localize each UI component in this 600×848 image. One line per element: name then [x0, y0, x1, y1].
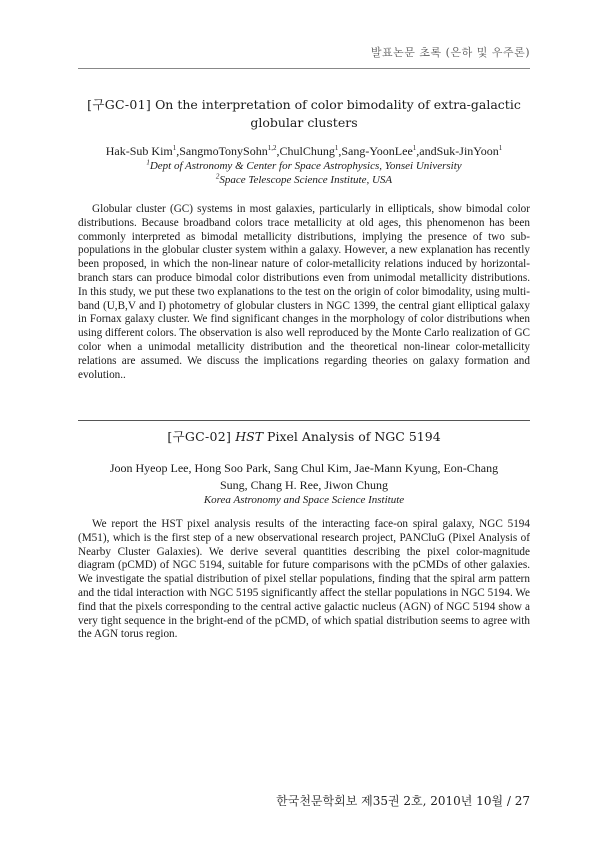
paper2-authors-line1: Joon Hyeop Lee, Hong Soo Park, Sang Chul Kim, Jae-Mann Kyung, Eon-Chang [109, 461, 499, 475]
page-footer: 한국천문학회보 제35권 2호, 2010년 10월 / 27 [276, 794, 530, 808]
author-sup: 1 [334, 144, 339, 152]
paper2-title [78, 428, 530, 446]
paper1-author: SangmoTonySohn [179, 144, 268, 158]
affil-sup: 1 [146, 158, 150, 167]
running-header: 발표논문 초록 (은하 및 우주론) [370, 46, 530, 59]
paper1-author: Sang-YoonLee [341, 144, 413, 158]
paper2-authors [78, 460, 530, 494]
affil-sup: 2 [215, 172, 220, 181]
paper2-affiliation: Korea Astronomy and Space Science Institute [203, 494, 405, 506]
paper1-author: Hak-Sub Kim [105, 144, 173, 158]
affil-text: Space Telescope Science Institute, USA [219, 174, 393, 186]
paper2-authors-line2: Sung, Chang H. Ree, Jiwon Chung [220, 478, 388, 492]
paper1-authors: Hak-Sub Kim$^1$,SangmoTonySohn$^{1,2}$,ChulChung$^1$,Sang-YoonLee$^1$,andSuk-JinYoon$^1$ [105, 144, 503, 158]
header-rule [78, 68, 530, 69]
affil-text: Dept of Astronomy & Center for Space Astrophysics, Yonsei University [149, 160, 462, 172]
paper1-affiliation-1 [78, 159, 530, 173]
paper2-title-italic: HST [235, 429, 264, 444]
paper1-title [78, 96, 530, 132]
paper1-title-text: On the interpretation of color bimodality of extra-galactic globular clusters [155, 97, 521, 130]
author-sup: 1 [172, 144, 177, 152]
paper2-abstract: We report the HST pixel analysis results of the interacting face-on spiral galaxy, NGC 5194 (M51), which is the first step of a new observational research project, PANCluG (Pixel Analysis of Nearby Cluster Galaxies). We derive several quantities describing the pixel color-magnitude diagram (pCMD) of NGC 5194, suitable for future comparisons with the pCMDs of other galaxies. We investigate the spatial distribution of pixel stellar populations, finding that the spiral arm pattern and the tidal interaction with NGC 5195 significantly affect the stellar populations in NGC 5194. We find that the pixels corresponding to the central active galactic nucleus (AGN) of NGC 5194 show a very tight sequence in the bright-end of the pCMD, of which spatial distribution seems to agree with the AGN torus region. [78, 518, 530, 641]
paper1-abstract: Globular cluster (GC) systems in most galaxies, particularly in ellipticals, show bimodal color distributions. Because broadband colors trace metallicity at old ages, this phenomenon has been commonly interpreted as bimodal metallicity distributions, implying the presence of two sub-populations in the globular cluster system within a galaxy. However, a new explanation has recently been proposed, in which the non-linear nature of color-metallicity relations induced by horizontal-branch stars can produce bimodal color distributions even from unimodal metallicity distributions. In this study, we put these two explanations to the test on the origin of color bimodality, using multi-band (U,B,V and I) photometry of globular clusters in NGC 1399, the central giant elliptical galaxy in Fornax galaxy cluster. We find significant changes in the morphology of color distributions when using different colors. The observation is also well reproduced by the Monte Carlo realization of GC color when a unimodal metallicity distribution and the theoretical non-linear color-metallicity relations are assumed. We discuss the implications regarding theories on galaxy formation and evolution.. [78, 203, 530, 381]
paper1-author: ChulChung [279, 144, 335, 158]
paper1-code: [구GC-01] [87, 97, 152, 112]
paper2-title-text: Pixel Analysis of NGC 5194 [267, 429, 441, 444]
author-sup: 1 [412, 144, 417, 152]
author-sup: 1,2 [267, 144, 277, 152]
paper1-author: andSuk-JinYoon [419, 144, 499, 158]
section-divider [78, 420, 530, 421]
paper1-affiliation-2 [78, 173, 530, 187]
paper2-code: [구GC-02] [167, 429, 232, 444]
author-sup: 1 [498, 144, 503, 152]
